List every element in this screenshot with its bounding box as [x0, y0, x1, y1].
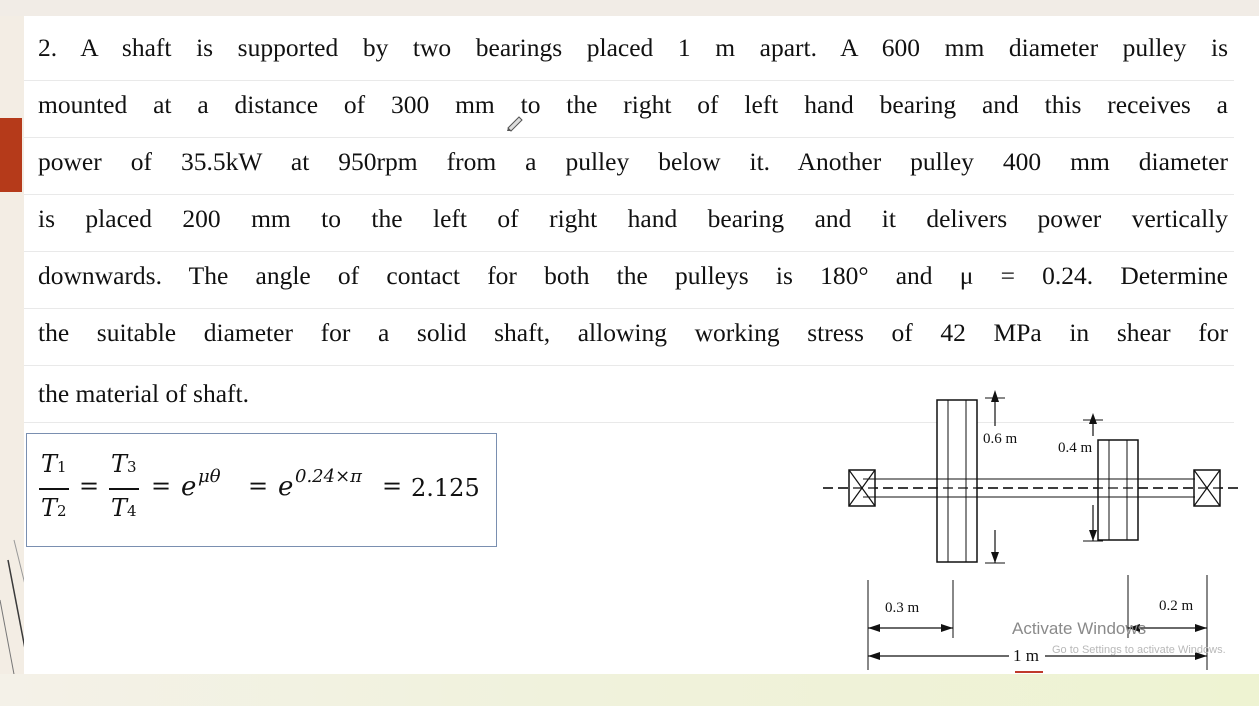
label-0-3-m: 0.3 m — [885, 600, 920, 616]
label-0-6-m: 0.6 m — [983, 431, 1018, 447]
formula-t4: T4 — [111, 494, 137, 522]
formula-box — [26, 433, 497, 547]
label-0-2-m: 0.2 m — [1159, 598, 1194, 614]
formula-result: 2.125 — [411, 474, 480, 502]
ruled-line — [24, 365, 1234, 366]
ruled-line — [24, 251, 1234, 252]
formula-t1: T1 — [41, 450, 67, 478]
problem-line-5: downwards. The angle of contact for both the pulleys is 180° and μ = 0.24. Determine — [38, 261, 1228, 290]
formula-t3: T3 — [111, 450, 137, 478]
ruled-line — [24, 194, 1234, 195]
label-1-m: 1 m — [1013, 646, 1039, 665]
formula-eq-4: = — [382, 472, 403, 500]
label-0-4-m: 0.4 m — [1058, 440, 1093, 456]
ruled-line — [24, 137, 1234, 138]
pen-cursor-icon — [505, 112, 527, 132]
pulley-600mm — [937, 400, 977, 562]
formula-exp-1-power: μθ — [198, 466, 221, 487]
problem-line-6: the suitable diameter for a solid shaft, allowing working stress of 42 MPa in shear for — [38, 318, 1228, 347]
formula-eq-1: = — [79, 472, 100, 500]
fraction-bar-2 — [109, 488, 139, 490]
fraction-bar-1 — [39, 488, 69, 490]
formula-eq-3: = — [248, 472, 269, 500]
formula-t2: T2 — [41, 494, 67, 522]
problem-line-2: mounted at a distance of 300 mm to the right of left hand bearing and this receives a — [38, 90, 1228, 119]
problem-line-3: power of 35.5kW at 950rpm from a pulley below it. Another pulley 400 mm diameter — [38, 147, 1228, 176]
formula-exp-2-base: e — [278, 472, 294, 502]
formula-exp-1-base: e — [181, 472, 197, 502]
formula-eq-2: = — [151, 472, 172, 500]
ruled-line — [24, 308, 1234, 309]
activate-windows-subtext: Go to Settings to activate Windows. — [1052, 644, 1226, 656]
top-band — [0, 0, 1259, 16]
activate-windows-watermark: Activate Windows — [1012, 619, 1147, 638]
bottom-band — [0, 674, 1259, 706]
problem-line-7: the material of shaft. — [38, 379, 249, 408]
dimension-0-6m — [985, 390, 1005, 563]
problem-line-4: is placed 200 mm to the left of right hand bearing and it delivers power vertically — [38, 204, 1228, 233]
formula-exp-2-power: 0.24×π — [295, 466, 362, 487]
ruled-line — [24, 80, 1234, 81]
accent-bar — [0, 118, 22, 192]
pulley-400mm — [1098, 440, 1138, 540]
problem-line-1: 2. A shaft is supported by two bearings placed 1 m apart. A 600 mm diameter pulley is — [38, 33, 1228, 62]
